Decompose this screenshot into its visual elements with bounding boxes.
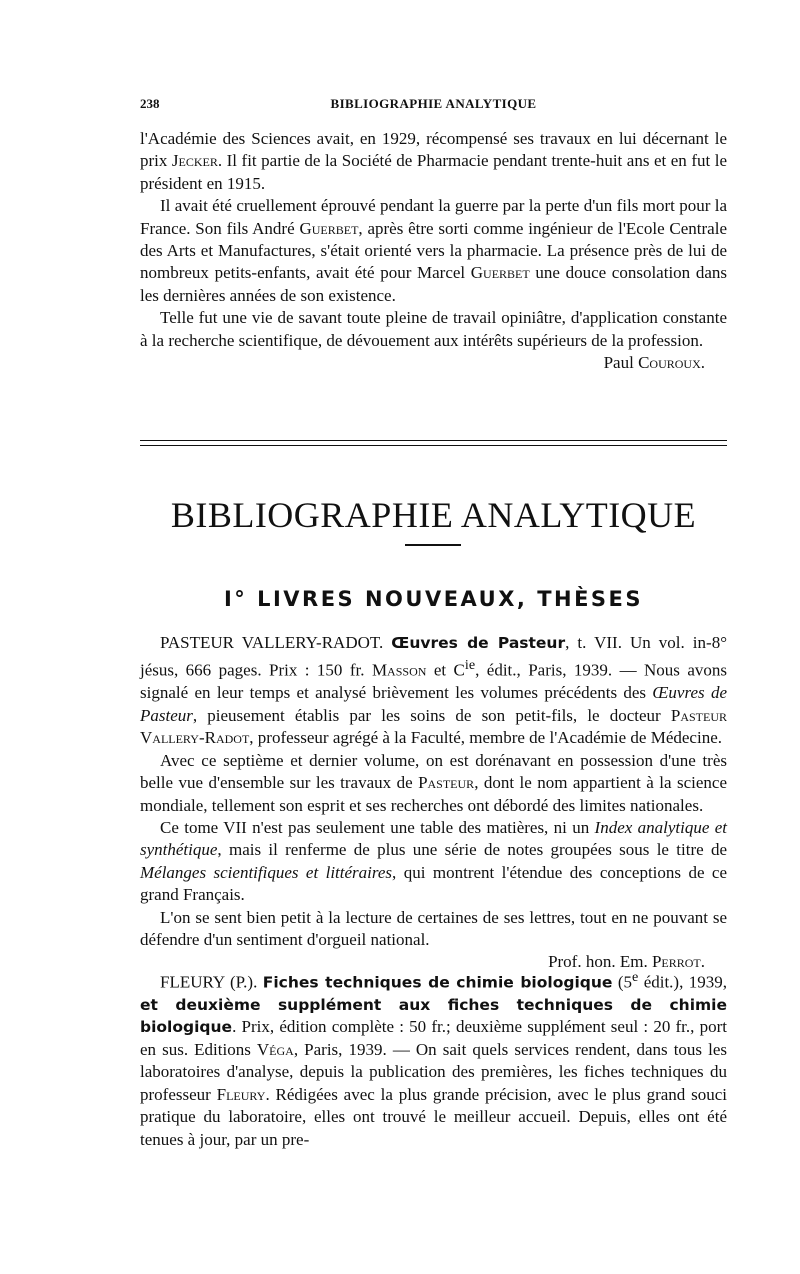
running-head: [140, 93, 727, 115]
double-rule-divider: [140, 440, 727, 450]
book-subtitle: et deuxième supplément aux fiches techniques de chimie biologique: [140, 996, 727, 1037]
review-pasteur-signature: Prof. hon. Em. Perrot.: [548, 952, 705, 972]
page-number: 238: [140, 96, 160, 111]
title-underline: [405, 544, 461, 546]
review-pasteur-paragraph-1: PASTEUR VALLERY-RADOT. Œuvres de Pasteur, t. VII. Un vol. in-8° jésus, 666 pages. Prix : 150 fr. Masson et $C^{ie}$, édit., Paris, 1939. — Nous avons signalé en leur temps et analysé brièvement les volumes précédents des Œuvres de Pasteur, pieusement établis par les soins de son petit-fils, le docteur Pasteur Vallery-Radot, professeur agrégé à la Faculté, membre de l'Académie de Médecine.: [140, 633, 728, 748]
review-pasteur-paragraph-4: L'on se sent bien petit à la lecture de certaines de ses lettres, tout en ne pouvant se défendre d'un sentiment d'orgueil national.: [140, 907, 727, 949]
running-title: BIBLIOGRAPHIE ANALYTIQUE: [330, 96, 537, 111]
book-title: Œuvres de Pasteur: [391, 634, 566, 652]
review-pasteur-paragraph-2: Avec ce septième et dernier volume, on est dorénavant en possession d'une très belle vue d'ensemble sur les travaux de Pasteur, dont le nom appartient à la science mondiale, tellement son esprit et ses recherches ont débordé des limites nationales.: [140, 750, 727, 815]
review-fleury: [140, 966, 727, 1151]
obituary-paragraph-3: Telle fut une vie de savant toute pleine de travail opiniâtre, d'application constante à la recherche scientifique, de dévouement aux intérêts supérieurs de la profession.: [140, 308, 727, 350]
review-pasteur-paragraph-3: Ce tome VII n'est pas seulement une table des matières, ni un Index analytique et synthétique, mais il renferme de plus une série de notes groupées sous le titre de Mélanges scientifiques et littéraires, qui montrent l'étendue des conceptions de ce grand Français.: [140, 817, 728, 905]
section-main-title: BIBLIOGRAPHIE ANALYTIQUE: [170, 495, 697, 535]
review-pasteur: [140, 632, 727, 974]
subsection-title: I° LIVRES NOUVEAUX, THÈSES: [223, 587, 644, 611]
obituary-paragraph-2: Il avait été cruellement éprouvé pendant la guerre par la perte d'un fils mort pour la France. Son fils André Guerbet, après être sorti comme ingénieur de l'Ecole Centrale des Arts et Manufactures, s'était orienté vers la pharmacie. La présence près de lui de nombreux petits-enfants, avait été pour Marcel Guerbet une douce consolation dans les dernières années de son existence.: [140, 196, 727, 305]
obituary-signature: Paul Couroux.: [603, 353, 705, 373]
book-title: Fiches techniques de chimie biologique: [262, 973, 613, 992]
review-fleury-paragraph: FLEURY (P.). Fiches techniques de chimie biologique (5e édit.), 1939, et deuxième supplément aux fiches techniques de chimie biologique. Prix, édition complète : 50 fr.; deuxième supplément seul : 20 fr., port en sus. Editions Véga, Paris, 1939. — On sait quels services rendent, dans tous les laboratoires d'analyse, depuis la publication des premières, les fiches techniques du professeur Fleury. Rédigées avec la plus grande précision, avec le plus grand souci pratique du laboratoire, elles ont trouvé le meilleur accueil. Depuis, elles ont été tenues à jour, par un pre-: [140, 969, 728, 1149]
obituary-section: [140, 128, 727, 374]
obituary-paragraph-1: l'Académie des Sciences avait, en 1929, récompensé ses travaux en lui décernant le prix Jecker. Il fit partie de la Société de Pharmacie pendant trente-huit ans et en fut le président en 1915.: [140, 129, 727, 193]
